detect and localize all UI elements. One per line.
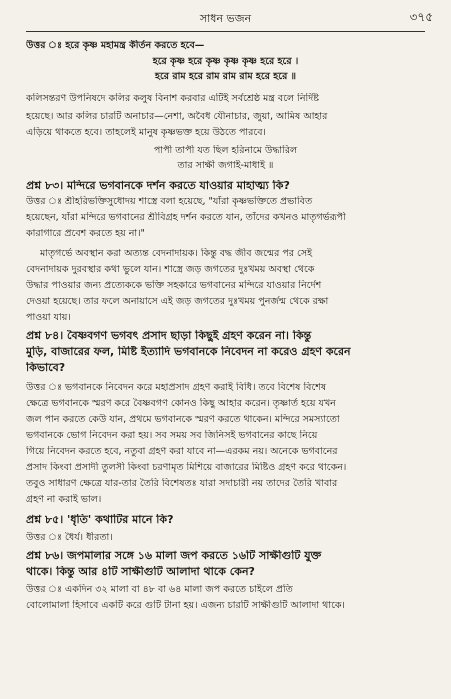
text-line: প্রশ্ন ৮৪। বৈষ্ণবগণ ভগবৎ প্রসাদ ছাড়া কিছুই গ্রহণ করেন না। কিন্তু xyxy=(26,330,312,342)
text-line: কলিসন্তরণ উপনিষদে কলির কলুষ বিনাশ করবার এটিই সর্বশ্রেষ্ঠ মন্ত্র বলে নির্দিষ্ট xyxy=(26,93,319,104)
text-line: বেদনাদায়ক দুরবস্থার কথা ভুলে যান। শাস্ত্রে জড় জগতের দুঃখময় অবস্থা থেকে xyxy=(26,264,315,275)
text-line: প্রশ্ন ৮৩। মন্দিরে ভগবানকে দর্শন করতে যাওয়ার মাহাত্ম্য কি? xyxy=(26,180,290,192)
text-line: প্রশ্ন ৮৬। জপমালার সঙ্গে ১৬ মালা জপ করতে ১৬টি সাক্ষীগুটি যুক্ত xyxy=(26,550,322,562)
text-line: হরে কৃষ্ণ হরে কৃষ্ণ কৃষ্ণ কৃষ্ণ হরে হরে । xyxy=(152,56,299,67)
text-line: উত্তর ঃ হরে কৃষ্ণ মহামন্ত্র কীর্তন করতে হবে— xyxy=(26,40,205,51)
text-line: পাপী তাপী যত ছিল হরিনামে উদ্ধারিল xyxy=(153,145,298,156)
text-line: তার সাক্ষী জগাই-মাধাই ॥ xyxy=(177,160,274,171)
page-number: ৩৭৫ xyxy=(409,10,433,24)
text-line: কিভাবে? xyxy=(26,362,66,374)
text-line: উত্তর ঃ একদিন ৩২ মালা বা ৪৮ বা ৬৪ মালা জপ করতে চাইলে প্রতি xyxy=(26,584,293,595)
text-line: হয়েছে। আর কলির চারটি অনাচার—নেশা, অবৈধ যৌনাচার, জুয়া, আমিষ আহার xyxy=(26,111,328,122)
text-line: উত্তর ঃ ধৈর্য। ধীরতা। xyxy=(26,532,113,543)
text-line: প্রশ্ন ৮৫। 'ধৃতি' কথাটির মানে কি? xyxy=(26,514,174,526)
text-line: মুড়ি, বাজারের ফল, মিষ্টি ইত্যাদি ভগবানকে নিবেদন না করেও গ্রহণ করেন xyxy=(26,346,351,358)
text-line: বোলোমালা হিসাবে একটি করে গুটি টানা হয়। এজন্য চারটি সাক্ষীগুটি আলাদা থাকে। xyxy=(26,600,345,611)
text-line: পাওয়া যায়। xyxy=(26,312,71,323)
page-header xyxy=(0,6,451,28)
text-line: উদ্ধার পাওয়ার জন্য প্রত্যেককে ভক্তি সহকারে ভগবানের মন্দিরে যাওয়ার নির্দেশ xyxy=(26,280,322,291)
text-line: ক্ষেত্রে ভগবানকে স্মরণ করে বৈষ্ণবগণ কোনও কিছু আহার করেন। তৃষ্ণার্ত হয়ে যখন xyxy=(26,398,336,409)
text-line: হরে রাম হরে রাম রাম রাম হরে হরে ॥ xyxy=(155,71,296,82)
text-line: গ্রহণ না করাই ভাল। xyxy=(26,494,102,505)
text-line: কারাগারে প্রবেশ করতে হয় না।" xyxy=(26,228,145,239)
text-line: দেওয়া হয়েছে। তার ফলে অনায়াসে এই জড় জগতের দুঃখময় পুনর্জন্ম থেকে রক্ষা xyxy=(26,296,329,307)
text-line: জল পান করতে কেউ যান, প্রথমে ভগবানকে স্মরণ করতে থাকেন। মন্দিরে সমস্যাতো xyxy=(26,414,340,425)
text-line: উত্তর ঃ শ্রীহরিভক্তিসুধোদয় শাস্ত্রে বলা হয়েছে, "যাঁরা কৃষ্ণভক্তিতে প্রভাবিত xyxy=(26,196,313,207)
text-line: থাকে। কিন্তু আর ৪টি সাক্ষীগুটি আলাদা থাকে কেন? xyxy=(26,566,255,578)
text-line: হয়েছেন, যাঁরা মন্দিরে ভগবানের শ্রীবিগ্রহ দর্শন করতে যান, তাঁদের কখনও মাতৃগর্ভরূপী xyxy=(26,212,346,223)
text-line: মাতৃগর্ভে অবস্থান করা অত্যন্ত বেদনাদায়ক। কিন্তু বদ্ধ জীব জন্মের পর সেই xyxy=(40,248,313,259)
text-line: গিয়ে নিবেদন করতে হবে, নতুবা গ্রহণ করা যাবে না—এরকম নয়। অনেকে ভগবানের xyxy=(26,446,338,457)
text-line: ভগবানকে ভোগ নিবেদন করা হয়। সব সময় সব জিনিসই ভগবানের কাছে নিয়ে xyxy=(26,430,318,441)
text-line: প্রসাদ কিংবা প্রসাদী তুলসী কিংবা চরণামৃত মিশিয়ে বাজারের মিষ্টিও গ্রহণ করে থাকেন। xyxy=(26,462,347,473)
text-line: এড়িয়ে থাকতে হবে। তাহলেই মানুষ কৃষ্ণভক্ত হয়ে উঠতে পারবে। xyxy=(26,127,266,138)
running-title: সাধন ভজন xyxy=(199,12,252,25)
header-divider xyxy=(26,31,425,32)
text-line: তবুও সাধারণ ক্ষেত্রে যার-তার তৈরি বিশেষতঃ যারা সদাচারী নয় তাদের তৈরি খাবার xyxy=(26,478,338,489)
text-line: উত্তর ঃ ভগবানকে নিবেদন করে মহাপ্রসাদ গ্রহণ করাই বিধি। তবে বিশেষ বিশেষ xyxy=(26,382,327,393)
